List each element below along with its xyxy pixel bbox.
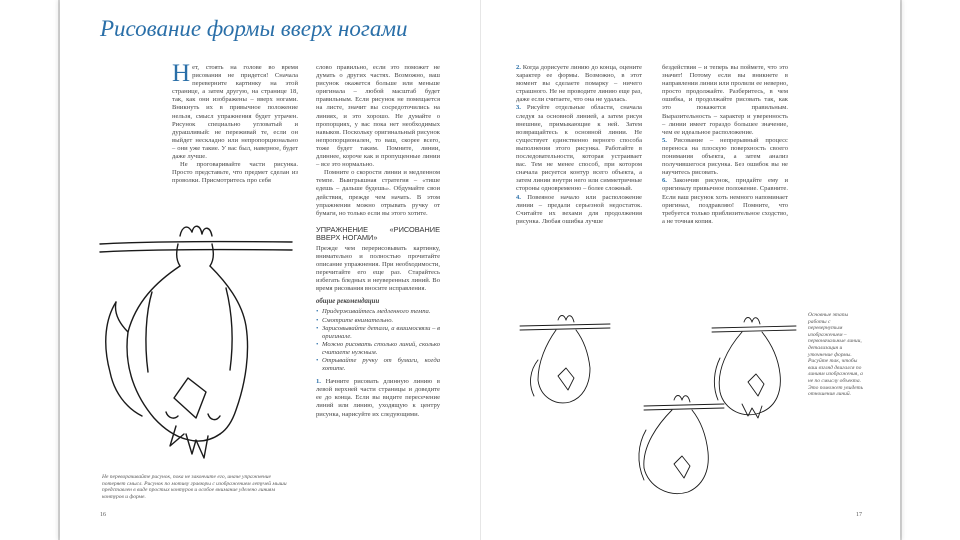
bat-drawing-step-3 [712, 312, 802, 422]
recommendations-heading: общие рекомендации [316, 298, 380, 306]
col2-paragraph-1: слово правильно, если это поможет не думать о других частях. Возможно, ваш рисунок окажется больше или меньше оригинала – любой масштаб будет правильным. Если рисунок не помещается на листе, значит вы сосредоточились на линиях, и это хорошо. Не думайте о пропорциях, у вас пока нет необходимых навыков. Поскольку оригинальный рисунок непропорционален, то ваш, скорее всего, тоже будет таким. Помните, линии, длиннее, короче как и пропущенные линии – все это нормально. [316, 64, 440, 169]
caption-left: Не переворачивайте рисунок, пока не закончите его, иначе упражнение потеряет смысл. Рисунок по мотиву гравюры с изображением летучей мыши представлен в виде простых контуров и особое внимание уделено линиям контуров и форме. [102, 474, 287, 500]
drop-cap: Н [172, 60, 191, 87]
col2-paragraph-2: Помните о скорости линии и медленном темпе. Выигрышная стратегия – «тише едешь – дальше будешь». Обдумайте свои действия, прежде чем начать. В этом упражнении можно отрывать ручку от бумаги, но только если вы этого хотите. [316, 169, 440, 217]
step-3-text: Рисуйте отдельные области, сначала следуя за основной линией, а затем рисуя внешние, примыкающие к ней. Затем возвращайтесь к основной линии. Не существует единственно верного способа выполнения этого рисунка. Работайте в последовательности, которая устраивает вас. Тем не менее способ, при котором сначала рисуется контур всего объекта, а затем линии внутри него или симметричные стороны одновременно – более сложный. [516, 104, 642, 193]
bat-drawing-main [96, 222, 296, 472]
list-item: • Отрывайте ручку от бумаги, когда хотите. [316, 357, 440, 373]
step-1-text: Начните рисовать длинную линию в левой верхней части страницы и доведите ее до конца. Если вы видите пересечение линий или линию, уходящую к центру рисунка, нарисуйте их следующими. [316, 378, 440, 418]
col1-paragraph-1: ет, стоять на голове во время рисования не придется! Сначала переверните картинку на этой странице, а затем другую, на странице 18, так, как они изображены – вверх ногами. Вникнуть их в привычное положение нельзя, смысл упражнения будет утрачен. Рисунок специально угловатый и дурашливый: не переживай те, если он выйдет нескладно или непропорционально – они уже такие. У вас был, наверное, будет даже лучше. [172, 64, 298, 161]
bat-drawing-step-2 [634, 390, 724, 500]
step-number: 5. [662, 136, 667, 144]
step-number: 2. [516, 64, 521, 71]
gutter [480, 0, 481, 540]
step-5-text: Рисование – непрерывный процесс переноса на плоскую поверхность своего понимания объекта, а затем анализ получившегося рисунка. Без ошибок вы не научитесь рисовать. [662, 136, 788, 177]
col1-paragraph-2: Не проговаривайте части рисунка. Просто представьте, что предмет сделан из проволки. Присмотритесь про себя [172, 161, 298, 185]
col2-paragraph-3: Прежде чем перерисовывать картинку, внимательно и полностью прочитайте описание упражнения. При необходимости, перечитайте его еще раз. Старайтесь избегать бледных и неуверенных линий. Во время рисования вносите исправления. [316, 244, 440, 293]
step-number: 3. [516, 104, 521, 112]
text-column-4 [662, 64, 788, 226]
step-number: 4. [516, 193, 521, 201]
step-number: 1. [316, 378, 321, 386]
list-item: • Придерживайтесь медленного темпа. [316, 308, 440, 316]
col4-paragraph-1: бездействия – и теперь вы поймете, что это значит! Потому если вы вникнете в направлении линии или пролили ее неверно, просто продолжайте. Разберитесь, в чем ошибка, и продолжайте рисовать так, как это покажется правильным. Выразительность – характер и уверенность – линии имеет гораздо большее значение, чем ее идеальное расположение. [662, 64, 788, 136]
bat-drawing-step-1 [520, 310, 610, 410]
text-column-2 [316, 64, 440, 419]
step-number: 6. [662, 177, 667, 185]
page-number-right: 17 [856, 512, 862, 518]
text-column-3 [516, 64, 642, 226]
text-column-1 [172, 60, 298, 185]
page-title: Рисование формы вверх ногами [100, 16, 408, 41]
caption-right: Основные этапы работы с перевернутым изображением – первоначальные линии, детализация и уточнение формы. Рисуйте так, чтобы ваш взгляд двигался по линиям изображения, а не по смыслу объекта. Это поможет увидеть отношения линий. [808, 312, 864, 398]
step-2-text: Когда дорисуете линию до конца, оцените характер ее формы. Возможно, в этот момент вы сделаете помарку – ничего страшного. Не не проводите линию еще раз, даже если считаете, что она не удалась. [516, 64, 642, 104]
list-item: • Смотрите внимательно. [316, 317, 440, 325]
page-number-left: 16 [100, 512, 106, 518]
exercise-heading: УПРАЖНЕНИЕ «РИСОВАНИЕ ВВЕРХ НОГАМИ» [316, 224, 440, 243]
step-6-text: Закончив рисунок, прндайте ему и оригиналу привычное положение. Сравните. Если ваш рисунок хоть немного напоминает оригинал, поздравляю! Помните, что требуется только приблизительное сходство, а не точная копия. [662, 177, 788, 225]
step-4-text: Повеяное начало или расположение линии – предали серьезной недостаток. Считайте их вехами для продолжения рисунка. Любая ошибка лучше [516, 193, 642, 225]
recommendations-list [316, 308, 440, 373]
list-item: • Можно рисовать столько линий, сколько считаете нужным. [316, 341, 440, 357]
list-item: • Зарисовывайте детали, а взаимосвязи – в оригинале. [316, 325, 440, 341]
